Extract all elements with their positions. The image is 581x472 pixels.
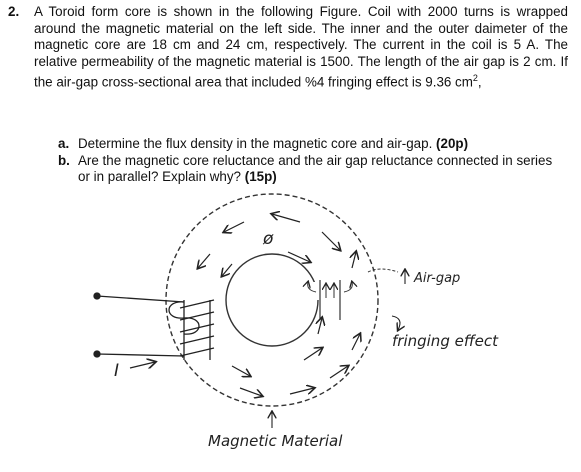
part-b-points: (15p) xyxy=(244,169,277,185)
flux-arrows xyxy=(198,214,360,396)
current-label: I xyxy=(114,361,120,381)
flux-label: ø xyxy=(263,229,274,249)
magnetic-material-label: Magnetic Material xyxy=(208,432,343,450)
terminal-top xyxy=(94,293,100,299)
fringing-pointer xyxy=(392,316,400,330)
part-b-label: b. xyxy=(58,152,70,168)
terminal-bottom xyxy=(94,351,100,357)
coil-winding xyxy=(169,300,214,360)
air-gap-pointer xyxy=(368,269,398,272)
toroid-diagram xyxy=(0,190,581,467)
core-inner-edge xyxy=(226,254,318,346)
air-gap xyxy=(308,280,368,320)
question-text xyxy=(34,4,568,91)
problem-statement xyxy=(8,4,568,91)
area-unit-exponent: 2 xyxy=(472,73,478,84)
part-a-points: (20p) xyxy=(436,136,469,151)
part-b-text: Are the magnetic core reluctance and the air gap reluctance connected in series or in parallel? Explain why? xyxy=(78,152,553,185)
question-body: A Toroid form core is shown in the following Figure. Coil with 2000 turns is wrapped around the magnetic material on the left side. The inner and the outer daimeter of the magnetic core are 18 cm and 24 cm, respectively. The current in the coil is 5 A. The relative permeability of the magnetic material is 1500. The length of the air gap is 2 cm. If the air-gap cross-sectional area that included %4 fringing effect is 9.36 cm xyxy=(34,4,568,90)
coil-leads xyxy=(94,293,184,357)
current-arrow xyxy=(130,362,155,368)
fringing-effect-label: fringing effect xyxy=(392,332,499,350)
part-a-label: a. xyxy=(58,136,70,151)
question-end: , xyxy=(477,74,482,90)
toroid-figure xyxy=(0,190,581,467)
air-gap-label: Air-gap xyxy=(414,271,461,286)
part-a xyxy=(58,136,563,153)
part-a-text: Determine the flux density in the magnetic core and air-gap. xyxy=(78,136,437,151)
question-number: 2. xyxy=(8,4,20,19)
part-b xyxy=(58,153,563,186)
question-parts xyxy=(58,136,563,186)
